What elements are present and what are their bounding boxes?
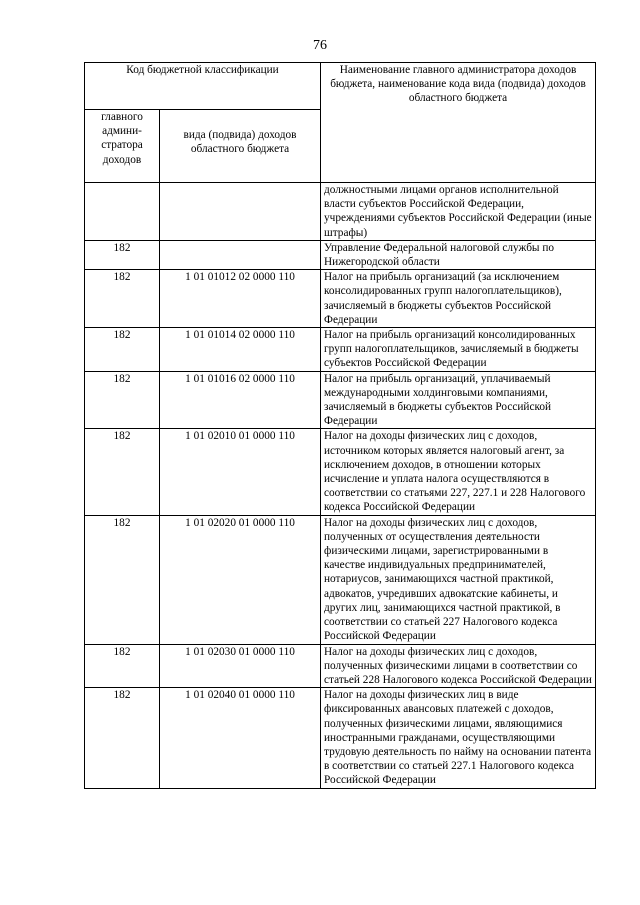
income-name-cell: должностными лицами органов исполнительной власти субъектов Российской Федерации, учреждениями субъектов Российской Федерации (иные штрафы) xyxy=(321,183,596,241)
admin-code-cell: 182 xyxy=(85,270,160,328)
admin-code-cell: 182 xyxy=(85,328,160,372)
table-row xyxy=(85,328,596,372)
table-row xyxy=(85,240,596,269)
table-row xyxy=(85,429,596,515)
table-header xyxy=(85,63,596,183)
income-name-cell: Управление Федеральной налоговой службы по Нижегородской области xyxy=(321,240,596,269)
admin-code-cell: 182 xyxy=(85,429,160,515)
income-code-cell: 1 01 01012 02 0000 110 xyxy=(160,270,321,328)
income-name-cell: Налог на доходы физических лиц с доходов, полученных физическими лицами в соответствии со статьей 228 Налогового кодекса Российской Федерации xyxy=(321,644,596,688)
table-row xyxy=(85,183,596,241)
admin-code-cell xyxy=(85,183,160,241)
income-code-cell: 1 01 02030 01 0000 110 xyxy=(160,644,321,688)
table-body xyxy=(85,183,596,789)
admin-code-cell: 182 xyxy=(85,644,160,688)
table-row xyxy=(85,644,596,688)
income-name-cell: Налог на доходы физических лиц с доходов, полученных от осуществления деятельности физическими лицами, зарегистрированными в качестве индивидуальных предпринимателей, нотариусов, занимающихся частной практикой, адвокатов, учредивших адвокатские кабинеты, и других лиц, занимающихся частной практикой, в соответствии со статьей 227 Налогового кодекса Российской Федерации xyxy=(321,515,596,644)
admin-code-cell: 182 xyxy=(85,371,160,429)
header-income-kind: вида (подвида) доходов областного бюджета xyxy=(160,110,321,183)
header-administrator-name: Наименование главного администратора доходов бюджета, наименование кода вида (подвида) доходов областного бюджета xyxy=(321,63,596,183)
table-row xyxy=(85,688,596,788)
table-row xyxy=(85,270,596,328)
admin-code-cell: 182 xyxy=(85,688,160,788)
income-name-cell: Налог на доходы физических лиц с доходов, источником которых является налоговый агент, за исключением доходов, в отношении которых исчисление и уплата налога осуществляются в соответствии со статьями 227, 227.1 и 228 Налогового кодекса Российской Федерации xyxy=(321,429,596,515)
income-code-cell: 1 01 02040 01 0000 110 xyxy=(160,688,321,788)
admin-code-cell: 182 xyxy=(85,240,160,269)
income-code-cell xyxy=(160,240,321,269)
table-row xyxy=(85,371,596,429)
header-row-top xyxy=(85,63,596,110)
budget-classification-table xyxy=(84,62,596,789)
income-name-cell: Налог на прибыль организаций, уплачиваемый международными холдинговыми компаниями, зачисляемый в бюджеты субъектов Российской Федерации xyxy=(321,371,596,429)
income-code-cell xyxy=(160,183,321,241)
income-name-cell: Налог на доходы физических лиц в виде фиксированных авансовых платежей с доходов, полученных физическими лицами, являющимися иностранными гражданами, осуществляющими трудовую деятельность по найму на основании патента в соответствии со статьей 227.1 Налогового кодекса Российской Федерации xyxy=(321,688,596,788)
income-name-cell: Налог на прибыль организаций (за исключением консолидированных групп налогоплательщиков), зачисляемый в бюджеты субъектов Российской Федерации xyxy=(321,270,596,328)
income-name-cell: Налог на прибыль организаций консолидированных групп налогоплательщиков, зачисляемый в бюджеты субъектов Российской Федерации xyxy=(321,328,596,372)
header-main-administrator: главного админи-стратора доходов xyxy=(85,110,160,183)
income-code-cell: 1 01 02020 01 0000 110 xyxy=(160,515,321,644)
admin-code-cell: 182 xyxy=(85,515,160,644)
income-code-cell: 1 01 02010 01 0000 110 xyxy=(160,429,321,515)
income-code-cell: 1 01 01016 02 0000 110 xyxy=(160,371,321,429)
income-code-cell: 1 01 01014 02 0000 110 xyxy=(160,328,321,372)
header-budget-classification-code: Код бюджетной классификации xyxy=(85,63,321,110)
page-number: 76 xyxy=(313,38,327,53)
table-row xyxy=(85,515,596,644)
